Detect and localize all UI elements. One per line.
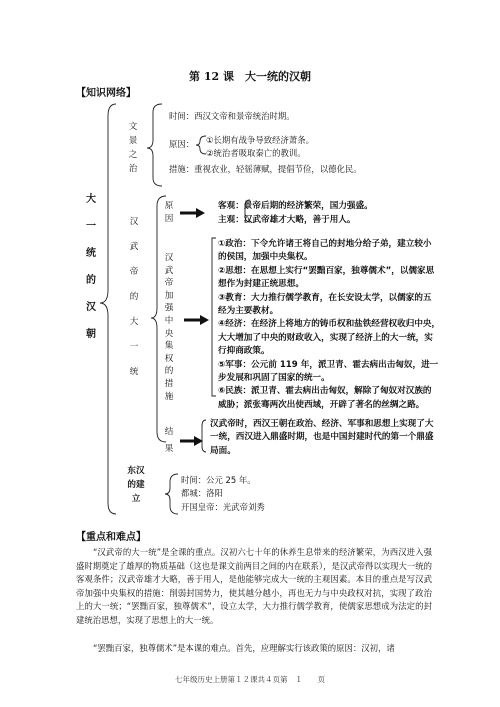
page-footer: 七年级历史上册第１２课共４页第 １ 页 — [175, 675, 325, 684]
wenjing-reason-2: ②统治者吸取秦亡的教训。 — [206, 148, 306, 158]
focus-paragraph-2: “罢黜百家，独尊儒术”是本课的难点。首先，应理解实行该政策的原因：汉初，诸 — [93, 643, 395, 653]
wenjing-measures: 措施：重视农业，轻徭薄赋，提倡节俭，以德化民。 — [169, 164, 362, 174]
donghan-time: 时间：公元 25 年。 — [181, 475, 256, 485]
measure-line: 行抑商政策。 — [218, 346, 270, 357]
wenjing-brace — [147, 104, 162, 186]
measure-line: 大大增加了中央的财政收入，实现了经济上的大一统，实 — [218, 332, 433, 343]
measure-line: ②思想：在思想上实行“罢黜百家，独尊儒术”，以儒家思 — [218, 265, 435, 276]
main-topic-label: 大 一 统 的 汉 朝 — [86, 194, 96, 340]
hanwu-label: 汉 武 帝 的 大 一 统 — [129, 217, 139, 377]
measure-line: 威胁；派张骞两次出使西域，开辟了著名的丝绸之路。 — [218, 399, 425, 410]
cause-label: 原 因 — [164, 201, 174, 224]
measures-list — [218, 238, 440, 412]
result-line: 一统，西汉进入鼎盛时期，也是中国封建时代的第一个鼎盛 — [210, 432, 434, 443]
donghan-capital: 都城：洛阳 — [181, 488, 223, 499]
result-text — [210, 418, 433, 458]
wenjing-reason-1: ①长期有战争导致经济萧条。 — [206, 135, 315, 145]
donghan-brace — [165, 474, 178, 514]
cause-subjective: 主观：汉武帝雄才大略，善于用人。 — [218, 215, 356, 225]
measures-bracket — [212, 238, 216, 396]
result-label: 结 果 — [164, 427, 174, 454]
main-brace — [100, 104, 116, 514]
measure-line: ①政治：下令允许诸王将自己的封地分给子弟，建立较小 — [218, 239, 432, 249]
measure-line: ⑤军事：公元前 119 年，派卫青、霍去病出击匈奴，进一 — [218, 359, 439, 370]
donghan-label: 东汉 的建 立 — [127, 466, 145, 504]
section-heading-network: 【知识网络】 — [76, 88, 136, 99]
measure-line: 步发展和巩固了国家的统一。 — [218, 373, 330, 384]
measure-line: 的侯国，加强中央集权。 — [218, 252, 313, 263]
focus-paragraph-1: “汉武帝的大一统”是全课的重点。汉初六七十年的休养生息带来的经济繁荣，为西汉进入强盛时期奠定了雄厚的物质基础（这也是课文前两目之间的内在联系），是汉武帝得以实现大一统的客观条件；汉武帝雄才大略，善于用人，是他能够完成大一统的主观因素。本目的重点是写汉武帝加强中央集权的措施：削弱封国势力，使其越分越小，再也无力与中央政权对抗，实现了政治上的大一统；“罢黜百家，独尊儒术”，设立太学，大力推行儒学教育，使儒家思想成为法定的封建统治思想，实现了思想上的大一统。 — [76, 547, 432, 625]
cause-objective: 客观：景帝后期的经济繁荣，国力强盛。 — [218, 201, 373, 211]
section-heading-focus: 【重点和难点】 — [76, 532, 146, 543]
donghan-emperor: 开国皇帝：光武帝刘秀 — [181, 501, 265, 512]
measure-line: 想作为封建正统思想。 — [218, 279, 304, 290]
result-line: 汉武帝时，西汉王朝在政治、经济、军事和思想上实现了大 — [210, 419, 434, 429]
measures-label: 汉 武 帝 加 强 中 央 集 权 的 措 施 — [164, 253, 174, 402]
donghan-items — [181, 474, 265, 514]
wenjing-reason-label: 原因： — [169, 139, 195, 149]
result-line: 局面。 — [210, 445, 236, 456]
reason-brace — [196, 136, 206, 154]
wenjing-time: 时间：西汉文帝和景帝统治时期。 — [169, 111, 295, 121]
wenjing-label: 文 景 之 治 — [128, 122, 138, 174]
page-title: 第 12 课 大一统的汉朝 — [189, 70, 311, 83]
result-bracket — [202, 420, 206, 452]
measure-line: 经为主要教材。 — [218, 306, 279, 317]
measure-line: ③教育：大力推行儒学教育，在长安设太学，以儒家的五 — [218, 292, 432, 303]
measure-line: ⑥民族：派卫青、霍去病出击匈奴，解除了匈奴对汉族的 — [218, 386, 432, 397]
measure-line: ④经济：在经济上将地方的铸币权和盐铁经营权收归中央， — [218, 319, 441, 330]
